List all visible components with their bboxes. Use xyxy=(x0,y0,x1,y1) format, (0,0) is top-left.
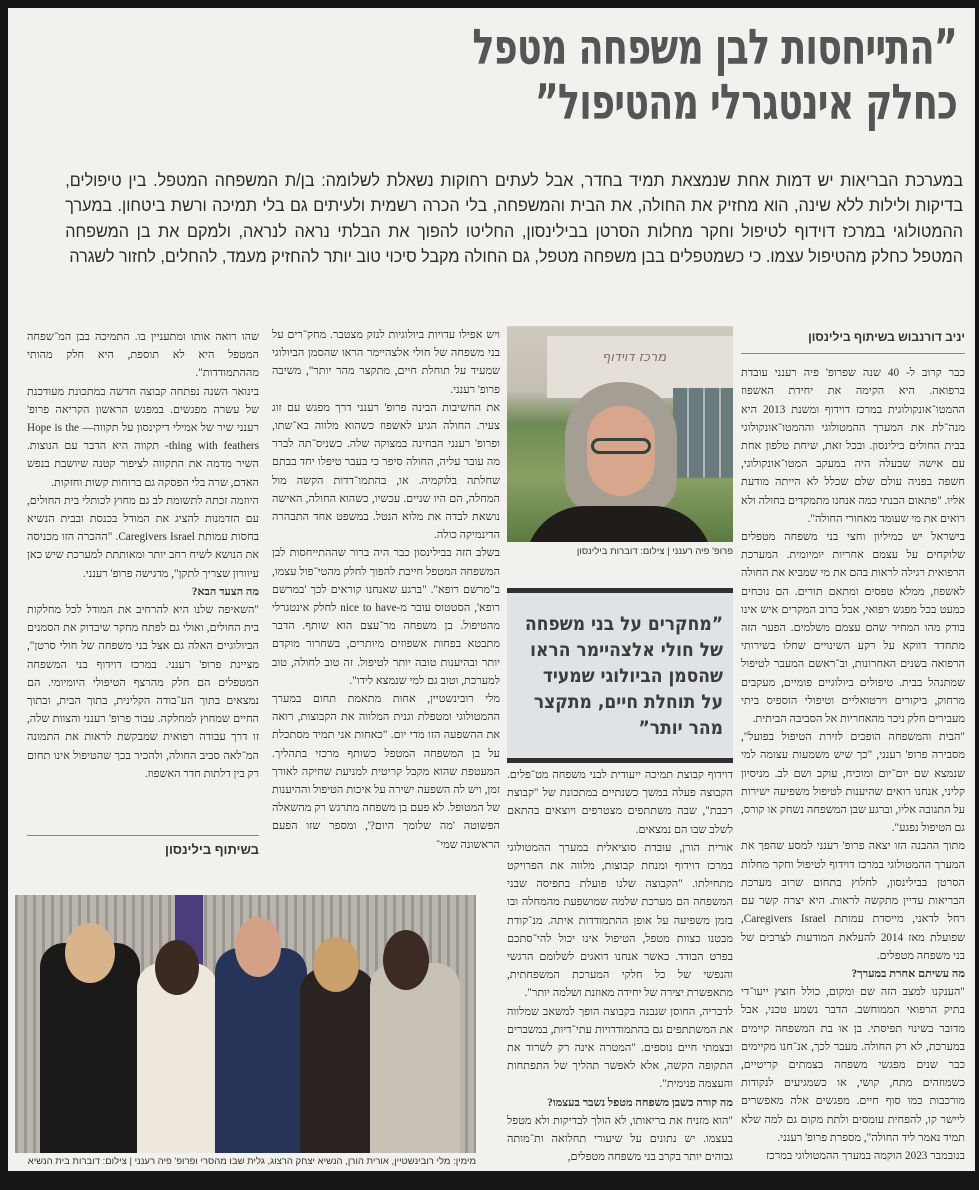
group-photo-caption: מימין: מלי רובינשטיין, אורית הורן, הנשיא יצחק הרצוג, גלית שבו מהסרי ופרופ' פיה רענני | צילום: דוברות בית הנשיא xyxy=(27,1156,476,1167)
paragraph: בישראל יש כמיליון וחצי בני משפחה מטפלים שלוקחים על עצמם אחריות יומיומית. המערכת הרפואית רגילה לראות בהם את מי שמביא את החולה לאשפוז, ממלא טפסים ומתאם תורים. הם נוכחים כמעט בכל מפגש רפואי, אבל ברוב המקרים איש אינו בודק מהו המחיר שהם עצמם משלמים. הפער הזה מתחדד דווקא על רקע השינויים שחלו בשירותי הרפואה בשנים האחרונות, וב־ראשם המעבר לטיפול שמתנהל בבית. טיפולים ביולוגיים פומיים, מעקבים מרחוק, ביקורים וירטואליים וטיפולי הוספיס ביתי מעבירים חלק ניכר מהאחריות אל הסביבה הביתית. xyxy=(741,531,965,726)
portrait-caption: פרופ' פיה רענני | צילום: דוברות בילינסון xyxy=(576,546,733,557)
paragraph: את החשיבות הבינה פרופ' רענני דרך מפגש עם זוג צעיר. החולה הגיע לאשפוז כשהוא מלווה בא־שתו, ופרופ' רענני הבחינה במצוקה שלה. כשניס־תה לברר מה עובר עליה, החולה סיפר כי בעבר טיפלו יחד בבתם שחלתה בלוקמיה. או, בהתמו־דדות הקשה מול המחלה, הם היו שניים. עכשיו, כשהוא החולה, האישה נושאת לבדה את מלוא הנטל. במשפט אחד התבהרה הדינמיקה כולה. xyxy=(272,401,500,542)
building-sign: מרכז דוידוף xyxy=(602,350,667,365)
portrait-photo xyxy=(507,326,733,542)
subheading: מה הצעד הבא? xyxy=(191,585,259,598)
person-5 xyxy=(370,963,460,1153)
paragraph: מלי רובינשטיין, אחות מתאמת תחום במערך ההמטולוגי ומטפלת וגנית המלווה את הקבוצות, רואה את ההשפעה הזו מדי יום. "כאחות אני תמיד מסתכלת על בן המשפחה המטפל כשותף מרכזי בתהליך. המעטפת שהוא מקבל קריטית למניעת שחיקה לאורך זמן, ויש לה השפעה ישירה על איכות הטיפול וההיענות של המטופל. לא פעם בן משפחה מתרגש רק מהשאלה הפשוטה 'מה שלומך היום?', ומספר שזו הפעם הראשונה שמי־ xyxy=(272,693,500,851)
person-5-head xyxy=(383,930,429,990)
subheading: מה עשיתם אחרת במערך? xyxy=(851,967,965,980)
paragraph: "הוא מזניח את בריאותו, לא הולך לבדיקות ולא מטפל בעצמו. יש נתונים על שיעורי תחלואה ות־מותה גבוהים יותר בקרב בני משפחה מטפלים, xyxy=(507,1114,733,1164)
paragraph: בנובמבר 2023 הוקמה במערך ההמטולוגי במרכז xyxy=(766,1149,965,1162)
window xyxy=(673,388,733,478)
headline-line-2: כחלק אינטגרלי מהטיפול” xyxy=(534,74,957,131)
paragraph: ויש אפילו עדויות ביולוגיות לנזק מצטבר. מחק־רים על בני משפחה של חולי אלצהיימר הראו שהסמן הביולוגי שמעיד על תוחלת חיים, מתקצר מהר יותר", משיבה פרופ' רענני. xyxy=(272,329,500,396)
subheading: מה קורה כשבן משפחה מטפל נשבר בעצמו? xyxy=(547,1096,733,1109)
person-2-head xyxy=(155,940,199,995)
torso xyxy=(525,506,713,542)
glasses xyxy=(591,438,651,454)
byline: יניב דורנבוש בשיתוף בילינסון xyxy=(741,328,965,354)
paragraph: בשלב הזה בבילינסון כבר היה ברור שההתייחסות לבן המשפחה המטפל חייבת להפוך לחלק מהטי־פול עצמו, ב"מרשם רופא". "ברגע שאנחנו קוראים לכך 'במרשם רופא', הסטטוס עובר מ-nice to have לחלק אינטגרלי מהטיפול. בן משפחה מר־עצם הוא שותף. הדבר מתבטא בפחות אשפוזים מיותרים, בשחרור מוקדם יותר ובהיענות טובה יותר לטיפול. זה טוב לחולה, טוב למערכת, וטוב גם למי שנמצא לידו". xyxy=(272,547,500,687)
left-column xyxy=(27,328,259,783)
paragraph: היוזמה זכתה לתשומת לב גם מחוץ לכותלי בית החולים, עם הזדמנות להציג את המודל בכנסת ובבית הנשיא בחסות עמותת Caregivers Israel. "ההכרה הזו מכניסה את הנושא לשיח רחב יותר ומאותתת למערכת שיש כאן עיוורון שצריך לתקן", מדגישה פרופ' רענני. xyxy=(27,494,259,580)
sponsor-line: בשיתוף בילינסון xyxy=(27,835,259,857)
person-4-head xyxy=(313,937,359,992)
person-4 xyxy=(300,968,375,1153)
newspaper-page xyxy=(8,8,975,1171)
paragraph: דוידוף קבוצת תמיכה ייעודית לבני משפחה מט־פלים. הקבוצה פעלה במשך כשנתיים במתכונת של "קבוצת רכבת", שבה משתתפים מצטרפים ויוצאים בהתאם לשלב שבו הם נמצאים. xyxy=(507,769,733,836)
middle-right-column xyxy=(507,766,733,1166)
paragraph: לדבריה, החוסן שנבנה בקבוצה הופך למשאב שמלווה את המשתתפים גם בהתמודדויות עתי־דיות, במשברים ובצמתי חיים נוספים. "המטרה אינה רק לשרוד את התקופה הקשה, אלא לאפשר תהליך של התפתחות והעצמה פנימית". xyxy=(507,1005,733,1091)
person-3-head xyxy=(235,917,281,977)
middle-column xyxy=(272,326,500,854)
headline-line-1: ”התייחסות לבן משפחה מטפל xyxy=(472,19,957,76)
paragraph: "הענקנו למצב הזה שם ומקום, כולל חוצץ ייעו־די בתיק הרפואי הממוחשב. הדבר נשמע טכני, אבל מדובר בשינוי תפיסתי. בן או בת המשפחה קיימים במערכת, לא רק החולה. מעבר לכך, אנ־חנו מקיימים כבר שנים מפגשי משפחה בצמתים קריטיים, כשמוזהים מתח, קושי, או כשמגיעים לנקודות מורכבות כמו סוף חיים. מפגשים אלה מאפשרים ליישר קו, להפחית עומסים ולתת מקום גם למה שלא תמיד נאמר ליד החולה", מספרת פרופ' רענני. xyxy=(741,986,965,1144)
person-3 xyxy=(215,948,307,1153)
paragraph: בינואר השנה נפתחה קבוצה חדשה במתכונת מעודכנת של עשרה מפגשים. במפגש הראשון הקריאה פרופ' רענני שיר של אמילי דיקינסון על תקווה— Hope is the thing with feathers- תקווה היא הדבר עם הנוצות. השיר מדמה את התקווה לציפור קטנה שיושבת בנפש האדם, שרה בלי הפסקה גם ברוחות קשות וחזקות. xyxy=(27,385,259,489)
headline xyxy=(210,20,957,130)
intro-paragraph: במערכת הבריאות יש דמות אחת שנמצאת תמיד בחדר, אבל לעתים רחוקות נשאלת לשלומה: בן/ת המשפחה המטפל. בין טיפולים, בדיקות ולילות ללא שינה, הוא מחזיק את החולה, את הבית והמשפחה, בלי הכרה רשמית ולעיתים גם בלי תמיכה ורשת ביטחון. במערך ההמטולוגי במרכז דוידוף לטיפול וחקר מחלות הסרטן בבילינסון, החליטו להפוך את הבלתי נראה לנראה, ולמקם את בן המשפחה המטפל כחלק מהטיפול עצמו. כי כשמטפלים בבן משפחה מטפל, גם החולה מקבל סיכוי טוב יותר להחזיק מעמד, להחלים, לחזור לשגרה xyxy=(65,170,964,266)
paragraph: "הבית והמשפחה הופכים לזירת הטיפול בפועל", מסבירה פרופ' רענני, "כך שיש משמעות עצומה למי שנמצא שם יום־יום ומוכיח, עוקב ושם לב. מניסיון קליני, אנחנו רואים שהיענות לטיפול משפיעה ישירות על התגובה אליו, וברגע שבן המשפחה נשחק או קורס, גם הטיפול נפגע". xyxy=(741,731,965,835)
paragraph: שהו רואה אותו ומתעניין בו. התמיכה בבן המ־שפחה המטפל היא לא תוספת, היא חלק מהותי מההתמודדות". xyxy=(27,331,259,380)
right-column xyxy=(741,328,965,1165)
paragraph: כבר קרוב ל- 40 שנה שפרופ' פיה רענני עובדת ברפואה. היא הקימה את יחידת האשפוז ההמטו־אונקולוגית במרכז דוידוף ומשנת 2013 היא מנה־לת את המערך ההמטולוגי וההמטו־אונקולוגי בבית החולים בילינסון. ובכל זאת, שיחת טלפון אחת עם אישה שבעלה היה במעקב המטו־אונקולוגי, חשפה בפניה עולם שלם שכלל לא הייתה מודעת אליו. "פתאום הבנתי כמה אנחנו מתמקדים בחולה ולא רואים את מי שעומד מאחורי החולה". xyxy=(741,367,965,525)
paragraph: "השאיפה שלנו היא להרחיב את המודל לכל מחלקות בית החולים, ואולי גם לפתח מחקר שיבדוק את הסמנים הביולוגיים האלה גם אצל בני משפחה של חולי סרטן", מציינת פרופ' רענני. במרכז דוידוף בני המשפחה המטפלים הם חלק מהרצף הטיפולי היומיומי. הם נמצאים בתוך הע־בודה הקלינית, בתוך הבית, ובתוך החיים שמחוץ למחלקה. עבור פרופ' רענני והצוות שלה, זו דרך עבודה רפואית שמבקשת לראות את התמונה המ־לאה סביב החולה, ולהכיר בכך שהטיפול אינו תחום רק בין דלתות חדר האשפוז. xyxy=(27,604,259,780)
pull-quote: ”מחקרים על בני משפחה של חולי אלצהיימר הראו שהסמן הביולוגי שמעיד על תוחלת חיים, מתקצר מהר יותר” xyxy=(525,613,723,739)
person-1-head xyxy=(65,923,115,983)
pull-quote-box xyxy=(507,588,733,763)
group-photo xyxy=(15,895,476,1153)
paragraph: אורית הורן, עובדת סוציאלית במערך ההמטולוגי במרכז דוידוף ומנחת קבוצות, מלווה את הפרויקט מתחילתו. "הקבוצה שלנו פועלת בתפיסה שבני המשפחה הם מערכת שלמה שמושפעת מהמחלה ובו בזמן משפיעה על אופן ההתמודדות איתה. מנ־קודת מבטנו כצוות מטפל, הטיפול אינו יכול להי־סתכם בפרט הבודד. כאשר אנחנו דואגים לשלומם הרגשי והנפשי של כל חלקי המערכת המשפחתית, מתאפשרת יצירה של יחידה מאוזנת ושלמה יותר". xyxy=(507,841,733,1000)
paragraph: מתוך ההבנה הזו יצאה פרופ' רענני למסע שהפך את המערך ההמטולוגי במרכז דוידוף לטיפול וחקר מחלות הסרטן בבילינסון, לחלוץ בתחום שרוב מערכת הבריאות עדיין מתקשה לראות. היא יצרה קשר עם רחל לדאני, מייסדת עמותת Caregivers Israel, שפועלת מאז 2014 להעלאת המודעות לצרכים של בני משפחה מטפלים. xyxy=(741,840,965,962)
